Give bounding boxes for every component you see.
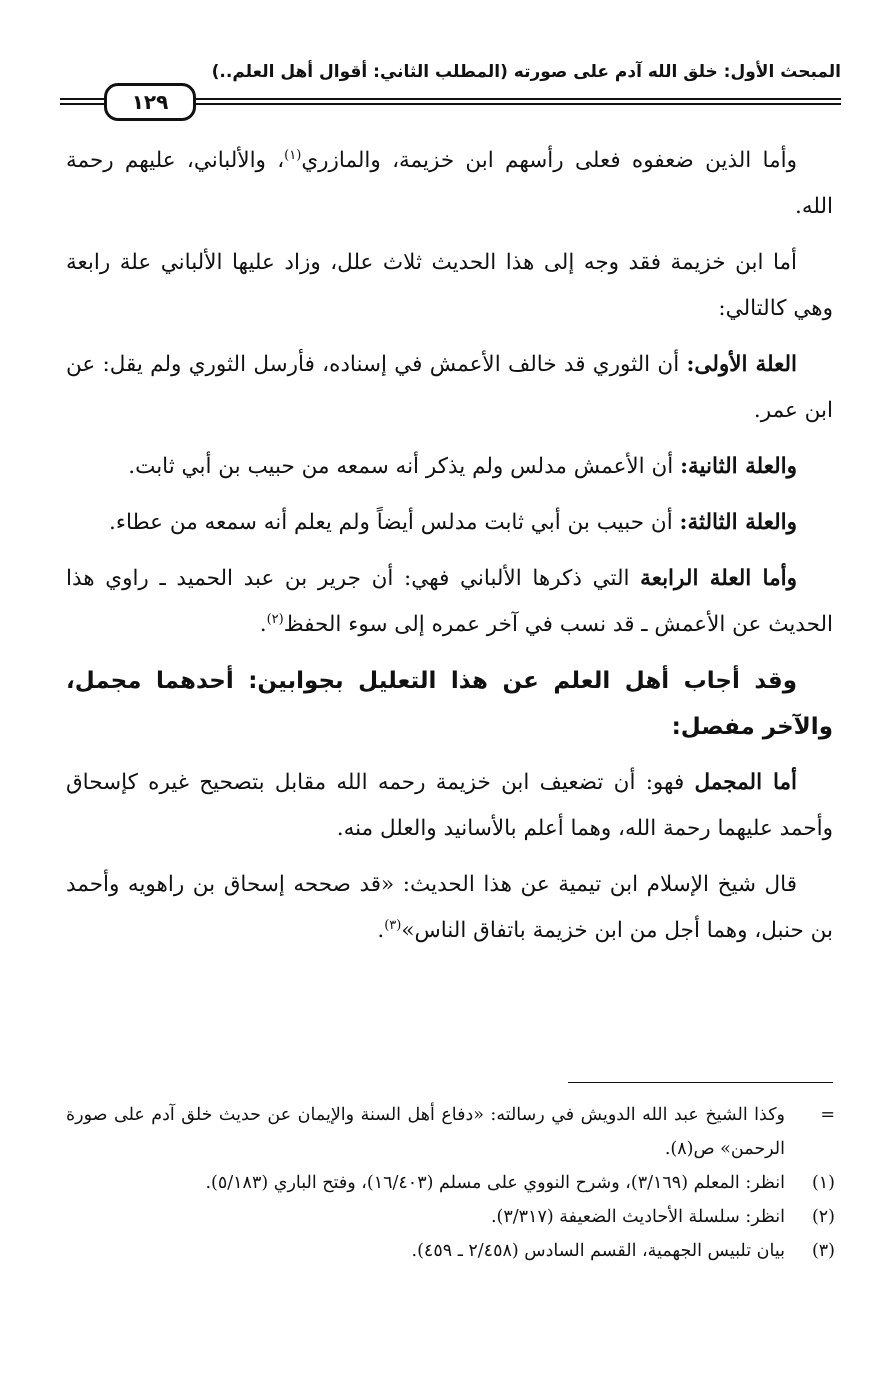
footnote-text: وكذا الشيخ عبد الله الدويش في رسالته: «دفاع أهل السنة والإيمان عن حديث خلق آدم على صورة الرحمن» ص(٨). (66, 1105, 785, 1159)
footnote-reference: (٣) (384, 917, 402, 933)
footnote (66, 1166, 835, 1200)
paragraph-label: وأما العلة الرابعة (640, 566, 797, 591)
main-text (66, 138, 833, 964)
header-title: المبحث الأول: خلق الله آدم على صورته (المطلب الثاني: أقوال أهل العلم..) (211, 62, 841, 82)
paragraph (66, 342, 833, 434)
footnote-marker: = (820, 1105, 835, 1125)
paragraph-text: ، والألباني، عليهم رحمة الله. (66, 148, 833, 219)
footnote-separator (568, 1082, 833, 1083)
heading-text: وقد أجاب أهل العلم عن هذا التعليل بجوابين: أحدهما مجمل، والآخر مفصل: (66, 668, 833, 740)
paragraph-text: . (377, 918, 385, 943)
footnote (66, 1098, 835, 1166)
paragraph (66, 240, 833, 332)
running-header (60, 62, 841, 122)
paragraph (66, 760, 833, 852)
paragraph (66, 500, 833, 546)
footnotes (66, 1098, 835, 1268)
paragraph (66, 138, 833, 230)
footnote-text: انظر: المعلم (٣/١٦٩)، وشرح النووي على مسلم (١٦/٤٠٣)، وفتح الباري (٥/١٨٣). (205, 1173, 785, 1193)
footnote-marker: (٢) (811, 1207, 835, 1227)
paragraph (66, 556, 833, 648)
footnote (66, 1234, 835, 1268)
footnote-marker: (٣) (811, 1241, 835, 1261)
paragraph-text: فهو: أن تضعيف ابن خزيمة رحمه الله مقابل بتصحيح غيره كإسحاق وأحمد عليهما رحمة الله، وهما أعلم بالأسانيد والعلل منه. (66, 770, 833, 841)
paragraph-text: التي ذكرها الألباني فهي: أن جرير بن عبد الحميد ـ راوي هذا الحديث عن الأعمش ـ قد نسب في آخر عمره إلى سوء الحفظ (66, 566, 833, 637)
paragraph-text: أن الأعمش مدلس ولم يذكر أنه سمعه من حبيب بن أبي ثابت. (128, 454, 681, 479)
paragraph (66, 862, 833, 954)
paragraph-text: . (259, 612, 267, 637)
footnote-text: بيان تلبيس الجهمية، القسم السادس (٢/٤٥٨ ـ ٤٥٩). (411, 1241, 785, 1261)
page-number: ١٢٩ (104, 83, 196, 121)
paragraph-text: وأما الذين ضعفوه فعلى رأسهم ابن خزيمة، والمازري (301, 148, 797, 173)
paragraph-text: أن حبيب بن أبي ثابت مدلس أيضاً ولم يعلم أنه سمعه من عطاء. (109, 510, 680, 535)
footnote (66, 1200, 835, 1234)
footnote-reference: (١) (284, 147, 302, 163)
footnote-text: انظر: سلسلة الأحاديث الضعيفة (٣/٣١٧). (490, 1207, 785, 1227)
footnote-reference: (٢) (266, 611, 284, 627)
section-heading (66, 658, 833, 750)
paragraph (66, 444, 833, 490)
paragraph-label: العلة الأولى: (686, 352, 797, 377)
paragraph-label: أما المجمل (694, 770, 797, 795)
paragraph-label: والعلة الثالثة: (679, 510, 797, 535)
paragraph-text: أما ابن خزيمة فقد وجه إلى هذا الحديث ثلاث علل، وزاد عليها الألباني علة رابعة وهي كالتالي: (66, 250, 833, 321)
paragraph-text: قال شيخ الإسلام ابن تيمية عن هذا الحديث: «قد صححه إسحاق بن راهويه وأحمد بن حنبل، وهما أجل من ابن خزيمة باتفاق الناس» (66, 872, 833, 943)
paragraph-text: أن الثوري قد خالف الأعمش في إسناده، فأرسل الثوري ولم يقل: عن ابن عمر. (66, 352, 833, 423)
footnote-marker: (١) (811, 1173, 835, 1193)
paragraph-label: والعلة الثانية: (680, 454, 797, 479)
